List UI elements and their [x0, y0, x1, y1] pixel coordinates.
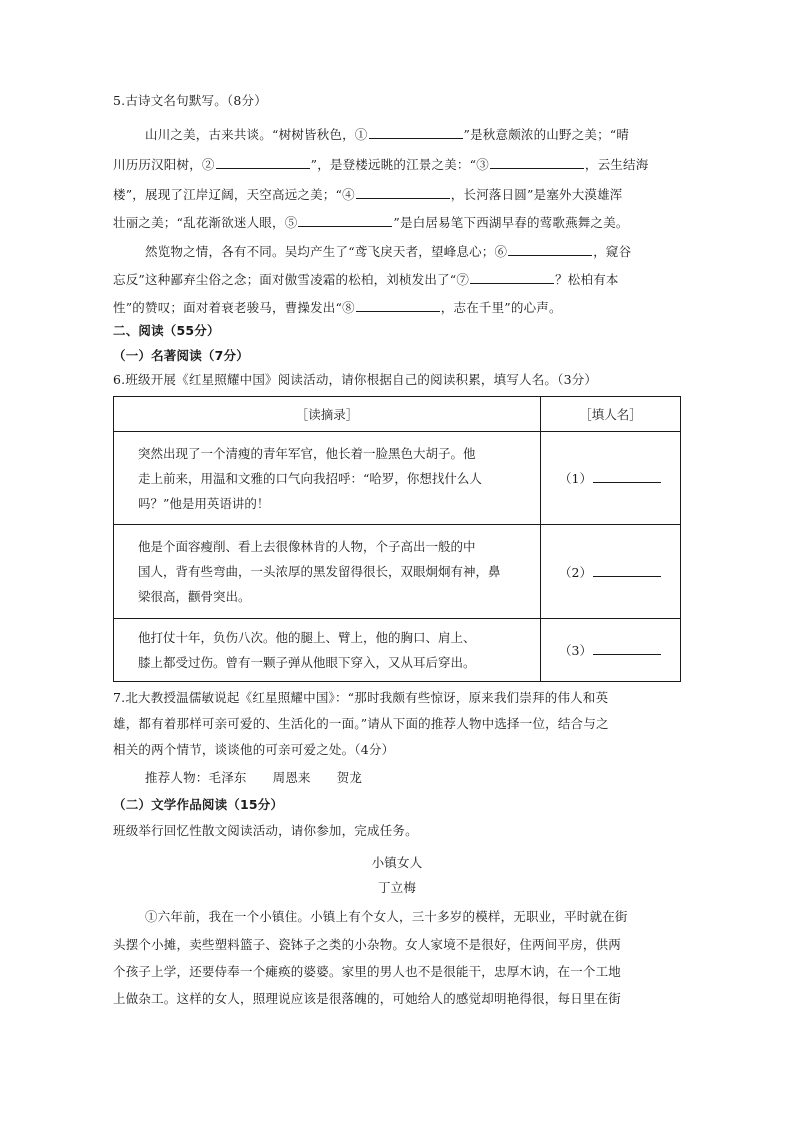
reading-table	[113, 396, 681, 682]
person-3: 贺龙	[336, 770, 363, 785]
table-row	[114, 432, 681, 525]
blank-6[interactable]	[508, 242, 592, 256]
recommend-label: 推荐人物：	[145, 770, 209, 785]
recommend-line	[145, 770, 362, 786]
blank-4[interactable]	[356, 185, 450, 199]
q5-title: 5.古诗文名句默写。（8分）	[113, 93, 267, 108]
table-row	[114, 619, 681, 682]
answer-cell: （1）	[541, 432, 681, 525]
blank-2[interactable]	[216, 155, 310, 169]
q6-title: 6.班级开展《红星照耀中国》阅读活动，请你根据自己的阅读积累，填写人名。（3分）	[113, 372, 598, 387]
article-p1-line2: 头摆个小摊，卖些塑料篮子、瓷钵子之类的小杂物。女人家境不是很好，住两间平房，供两	[113, 937, 622, 952]
excerpt-cell: 突然出现了一个清瘦的青年军官，他长着一脸黑色大胡子。他 走上前来，用温和文雅的口气向我招呼：“哈罗，你想找什么人 吗？”他是用英语讲的！	[114, 432, 541, 525]
article-title: 小镇女人	[371, 855, 423, 870]
header-excerpt: ［读摘录］	[114, 397, 541, 432]
excerpt-cell: 他是个面容瘦削、看上去很像林肯的人物，个子高出一般的中 国人，背有些弯曲，一头浓厚的黑发留得很长，双眼炯炯有神，鼻 梁很高，颧骨突出。	[114, 525, 541, 619]
table-header-row	[114, 397, 681, 432]
header-name: ［填人名］	[541, 397, 681, 432]
answer-cell: （3）	[541, 619, 681, 682]
article-p1-line4: 上做杂工。这样的女人，照理说应该是很落魄的，可她给人的感觉却明艳得很，每日里在街	[113, 991, 622, 1006]
blank-7[interactable]	[470, 270, 554, 284]
blank-8[interactable]	[356, 298, 440, 312]
blank-5[interactable]	[298, 213, 392, 227]
q5-p1-line2: 川历历汉阳树，② ”，是登楼远眺的江景之美：“③ ，云生结海	[113, 157, 649, 172]
q5-p2-line1: 然览物之情，各有不同。吴均产生了“鸢飞戾天者，望峰息心；⑥ ，窥谷	[145, 244, 632, 259]
article-p1-line3: 个孩子上学，还要侍奉一个瘫痪的婆婆。家里的男人也不是很能干，忠厚木讷，在一个工地	[113, 964, 622, 979]
person-1: 毛泽东	[208, 770, 247, 785]
article-author: 丁立梅	[377, 880, 417, 895]
blank-3[interactable]	[490, 155, 584, 169]
name-blank-1[interactable]	[593, 469, 661, 483]
blank-1[interactable]	[369, 125, 463, 139]
section2-sub2: （二）文学作品阅读（15分）	[113, 797, 284, 812]
excerpt-cell: 他打仗十年，负伤八次。他的腿上、臂上，他的胸口、肩上、 膝上都受过伤。曾有一颗子弹从他眼下穿入，又从耳后穿出。	[114, 619, 541, 682]
name-blank-3[interactable]	[593, 641, 661, 655]
q7-line2: 雄，都有着那样可亲可爱的、生活化的一面。”请从下面的推荐人物中选择一位，结合与之	[113, 716, 609, 731]
q5-p1-line3: 楼”，展现了江岸辽阔，天空高远之美；“④ ，长河落日圆”是塞外大漠雄浑	[113, 187, 623, 202]
q5-p1-line4: 壮丽之美；“乱花渐欲迷人眼，⑤ ”是白居易笔下西湖早春的莺歌燕舞之美。	[113, 215, 629, 230]
q5-p1-line1: 山川之美，古来共谈。“树树皆秋色，① ”是秋意颇浓的山野之美；“晴	[145, 127, 630, 142]
table-row	[114, 525, 681, 619]
literary-intro: 班级举行回忆性散文阅读活动，请你参加，完成任务。	[113, 823, 418, 838]
q7-line1: 7.北大教授温儒敏说起《红星照耀中国》：“那时我颇有些惊讶，原来我们崇拜的伟人和英	[113, 690, 609, 705]
name-blank-2[interactable]	[593, 563, 661, 577]
section2-title: 二、阅读（55分）	[113, 323, 220, 338]
article-p1-line1: ①六年前，我在一个小镇住。小镇上有个女人，三十多岁的模样，无职业，平时就在街	[145, 909, 628, 924]
q7-line3: 相关的两个情节，谈谈他的可亲可爱之处。（4分）	[113, 742, 395, 757]
q5-p2-line3: 性”的赞叹；面对着衰老骏马，曹操发出“⑧ ，志在千里”的心声。	[113, 300, 562, 315]
section2-sub1: （一）名著阅读（7分）	[113, 348, 249, 363]
person-2: 周恩来	[272, 770, 311, 785]
q5-p2-line2: 忘反”这种鄙弃尘俗之念；面对傲雪凌霜的松柏，刘桢发出了“⑦ ？松柏有本	[113, 272, 619, 287]
answer-cell: （2）	[541, 525, 681, 619]
